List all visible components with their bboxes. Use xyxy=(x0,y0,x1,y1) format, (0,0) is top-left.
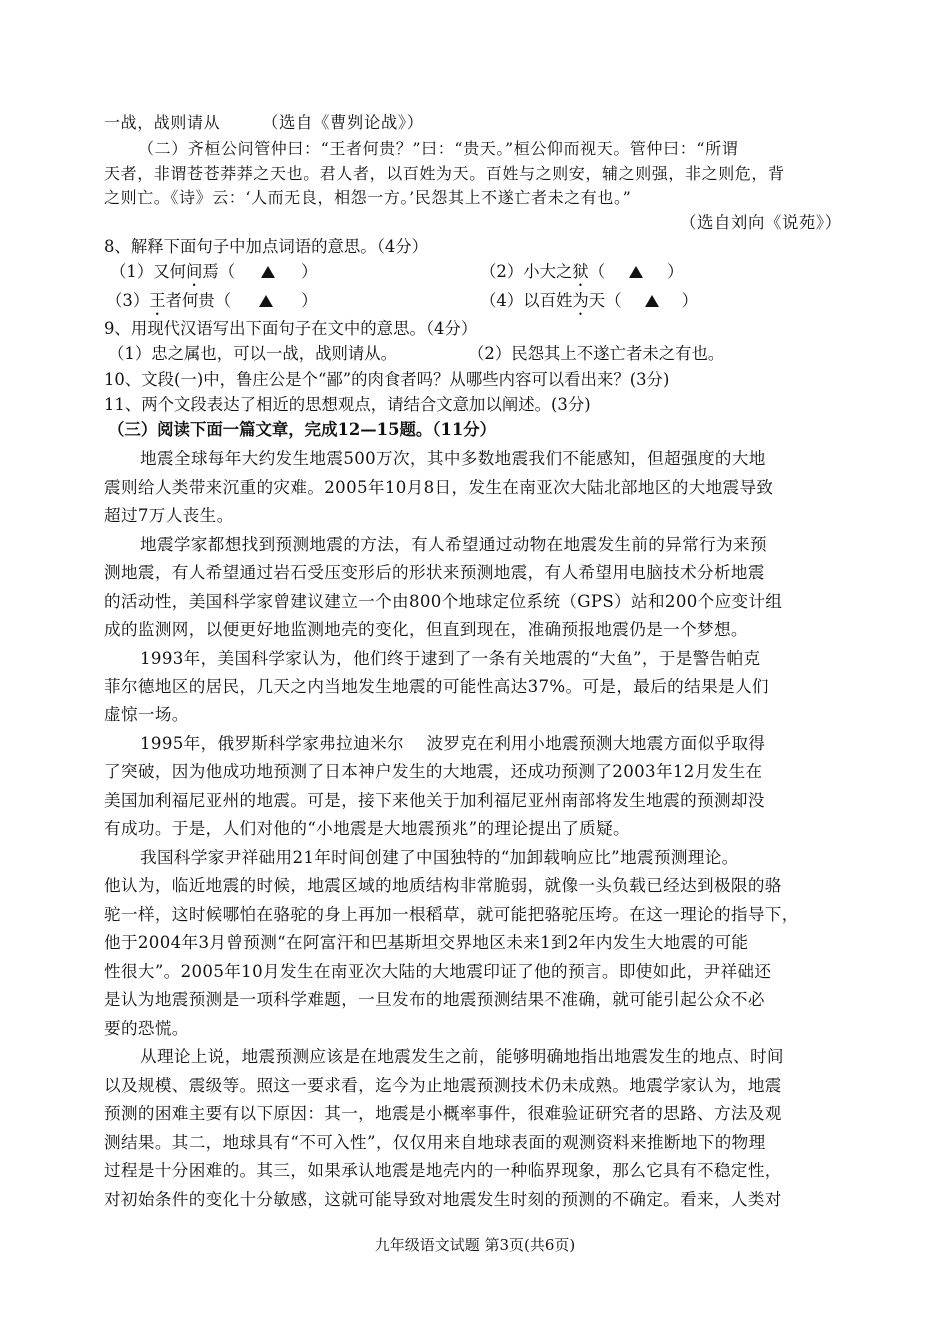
article-line: 虚惊一场。 xyxy=(104,705,189,724)
passage1-last-text: 一战，战则请从 xyxy=(104,113,221,132)
article-line: 成的监测网，以便更好地监测地壳的变化，但直到现在，准确预报地震仍是一个梦想。 xyxy=(104,620,748,639)
article-line: 1993年，美国科学家认为，他们终于逮到了一条有关地震的“大鱼”，于是警告帕克 xyxy=(140,649,761,668)
q8-item-2-post: （ xyxy=(588,262,606,281)
q8-item-3: （3）王者何贵（ ） xyxy=(106,291,318,310)
article-line: 测地震，有人希望通过岩石受压变形后的形状来预测地震，有人希望用电脑技术分析地震 xyxy=(104,563,765,582)
q8-item-3-answer-blank[interactable] xyxy=(231,290,301,312)
article-line: 地震学家都想找到预测地震的方法，有人希望通过动物在地震发生前的异常行为来预 xyxy=(140,535,767,554)
article-line: 是认为地震预测是一项科学难题，一旦发布的地震预测结果不准确，就可能引起公众不必 xyxy=(104,990,765,1009)
q8-item-2-pre: 小大之 xyxy=(523,262,573,281)
q11-text: 11、两个文段表达了相近的思想观点，请结合文意加以阐述。(3分) xyxy=(104,395,591,414)
q8-item-4-post: 天（ xyxy=(588,291,622,310)
q9-sentence-1: （1）忠之属也，可以一战，战则请从。 xyxy=(108,344,398,363)
triangle-icon xyxy=(645,295,659,307)
article-line: 菲尔德地区的居民，几天之内当地发生地震的可能性高达37%。可是，最后的结果是人们 xyxy=(104,677,769,696)
source-shuoyuan: （选自刘向《说苑》） xyxy=(680,213,842,232)
q8-item-2-answer-blank[interactable] xyxy=(605,261,667,283)
q8-item-1-num: （1） xyxy=(110,262,154,281)
q8-item-1: （1）又何间焉（ ） xyxy=(110,262,318,281)
q8-item-3-post: 者何贵（ xyxy=(165,291,232,310)
q8-item-3-dotted-word: 王 xyxy=(149,291,166,310)
article-line: 美国加利福尼亚州的地震。可是，接下来他关于加利福尼亚州南部将发生地震的预测却没 xyxy=(104,791,765,810)
q10-text: 10、文段(一)中，鲁庄公是个“鄙”的肉食者吗？从哪些内容可以看出来？(3分) xyxy=(104,370,670,389)
section3-heading: （三）阅读下面一篇文章，完成12—15题。（11分） xyxy=(108,420,497,439)
q8-item-1-answer-blank[interactable] xyxy=(235,261,301,283)
q9-title: 9、用现代汉语写出下面句子在文中的意思。（4分） xyxy=(104,319,478,338)
q8-item-4: （4）以百姓为天（ ） xyxy=(480,291,698,310)
article-line: 从理论上说，地震预测应该是在地震发生之前，能够明确地指出地震发生的地点、时间 xyxy=(140,1047,784,1066)
article-line: 1995年，俄罗斯科学家弗拉迪米尔 波罗克在利用小地震预测大地震方面似乎取得 xyxy=(140,734,766,753)
triangle-icon xyxy=(629,266,643,278)
article-line: 我国科学家尹祥础用21年时间创建了中国独特的“加卸载响应比”地震预测理论。 xyxy=(140,848,739,867)
q8-item-1-post: 焉（ xyxy=(202,262,236,281)
article-line: 了突破，因为他成功地预测了日本神户发生的大地震，还成功预测了2003年12月发生在 xyxy=(104,762,763,781)
article-line: 的活动性，美国科学家曾建议建立一个由800个地球定位系统（GPS）站和200个应变计组 xyxy=(104,592,783,611)
article-line: 要的恐慌。 xyxy=(104,1019,189,1038)
passage2-line-3: 之则亡。《诗》云：‘人而无良，相怨一方。’民怨其上不遂亡者未之有也。” xyxy=(104,188,632,207)
q8-item-3-num: （3） xyxy=(106,291,150,310)
passage2-line-1: （二）齐桓公问管仲曰：“王者何贵？”曰：“贵天。”桓公仰而视天。管仲曰：“所谓 xyxy=(138,139,739,158)
q8-item-1-pre: 又何 xyxy=(153,262,186,281)
article-line: 对初始条件的变化十分敏感，这就可能导致对地震发生时刻的预测的不确定。看来，人类对 xyxy=(104,1190,782,1209)
article-line: 预测的困难主要有以下原因：其一，地震是小概率事件，很难验证研究者的思路、方法及观 xyxy=(104,1104,782,1123)
article-line: 性很大”。2005年10月发生在南亚次大陆的大地震印证了他的预言。即使如此，尹祥础还 xyxy=(104,962,772,981)
q8-item-2: （2）小大之狱（ ） xyxy=(480,262,684,281)
article-line: 驼一样，这时候哪怕在骆驼的身上再加一根稻草，就可能把骆驼压垮。在这一理论的指导下， xyxy=(104,905,799,924)
article-line: 震则给人类带来沉重的灾难。2005年10月8日，发生在南亚次大陆北部地区的大地震导致 xyxy=(104,478,774,497)
q8-item-2-dotted-word: 狱 xyxy=(572,262,589,281)
passage2-line-2: 天者，非谓苍苍莽莽之天也。君人者，以百姓为天。百姓与之则安，辅之则强，非之则危，背 xyxy=(104,164,785,183)
q8-item-4-answer-blank[interactable] xyxy=(622,290,682,312)
passage1-end-line xyxy=(104,112,220,134)
page-footer: 九年级语文试题 第3页(共6页) xyxy=(374,1236,576,1254)
article-line: 测结果。其二，地球具有“不可入性”，仅仅用来自地球表面的观测资料来推断地下的物理 xyxy=(104,1133,766,1152)
article-line: 以及规模、震级等。照这一要求看，迄今为止地震预测技术仍未成熟。地震学家认为，地震 xyxy=(104,1076,782,1095)
q8-title: 8、解释下面句子中加点词语的意思。（4分） xyxy=(104,237,429,256)
q8-item-4-pre: 以百姓 xyxy=(523,291,573,310)
article-line: 地震全球每年大约发生地震500万次，其中多数地震我们不能感知，但超强度的大地 xyxy=(140,449,766,468)
q8-item-2-num: （2） xyxy=(480,262,524,281)
q8-item-1-dotted-word: 间 xyxy=(186,262,203,281)
article-line: 有成功。于是，人们对他的“小地震是大地震预兆”的理论提出了质疑。 xyxy=(104,819,630,838)
article-line: 过程是十分困难的。其三，如果承认地震是地壳内的一种临界现象，那么它具有不稳定性， xyxy=(104,1161,782,1180)
article-line: 他于2004年3月曾预测“在阿富汗和巴基斯坦交界地区未来1到2年内发生大地震的可能 xyxy=(104,933,749,952)
triangle-icon xyxy=(261,266,275,278)
source-caozhi: （选自《曹刿论战》） xyxy=(262,113,424,132)
q8-item-4-num: （4） xyxy=(480,291,524,310)
triangle-icon xyxy=(259,295,273,307)
q9-sentence-2: （2）民怨其上不遂亡者未之有也。 xyxy=(468,344,725,363)
q8-item-4-dotted-word: 为 xyxy=(572,291,589,310)
article-line: 他认为，临近地震的时候，地震区域的地质结构非常脆弱，就像一头负载已经达到极限的骆 xyxy=(104,876,782,895)
article-line: 超过7万人丧生。 xyxy=(104,506,234,525)
